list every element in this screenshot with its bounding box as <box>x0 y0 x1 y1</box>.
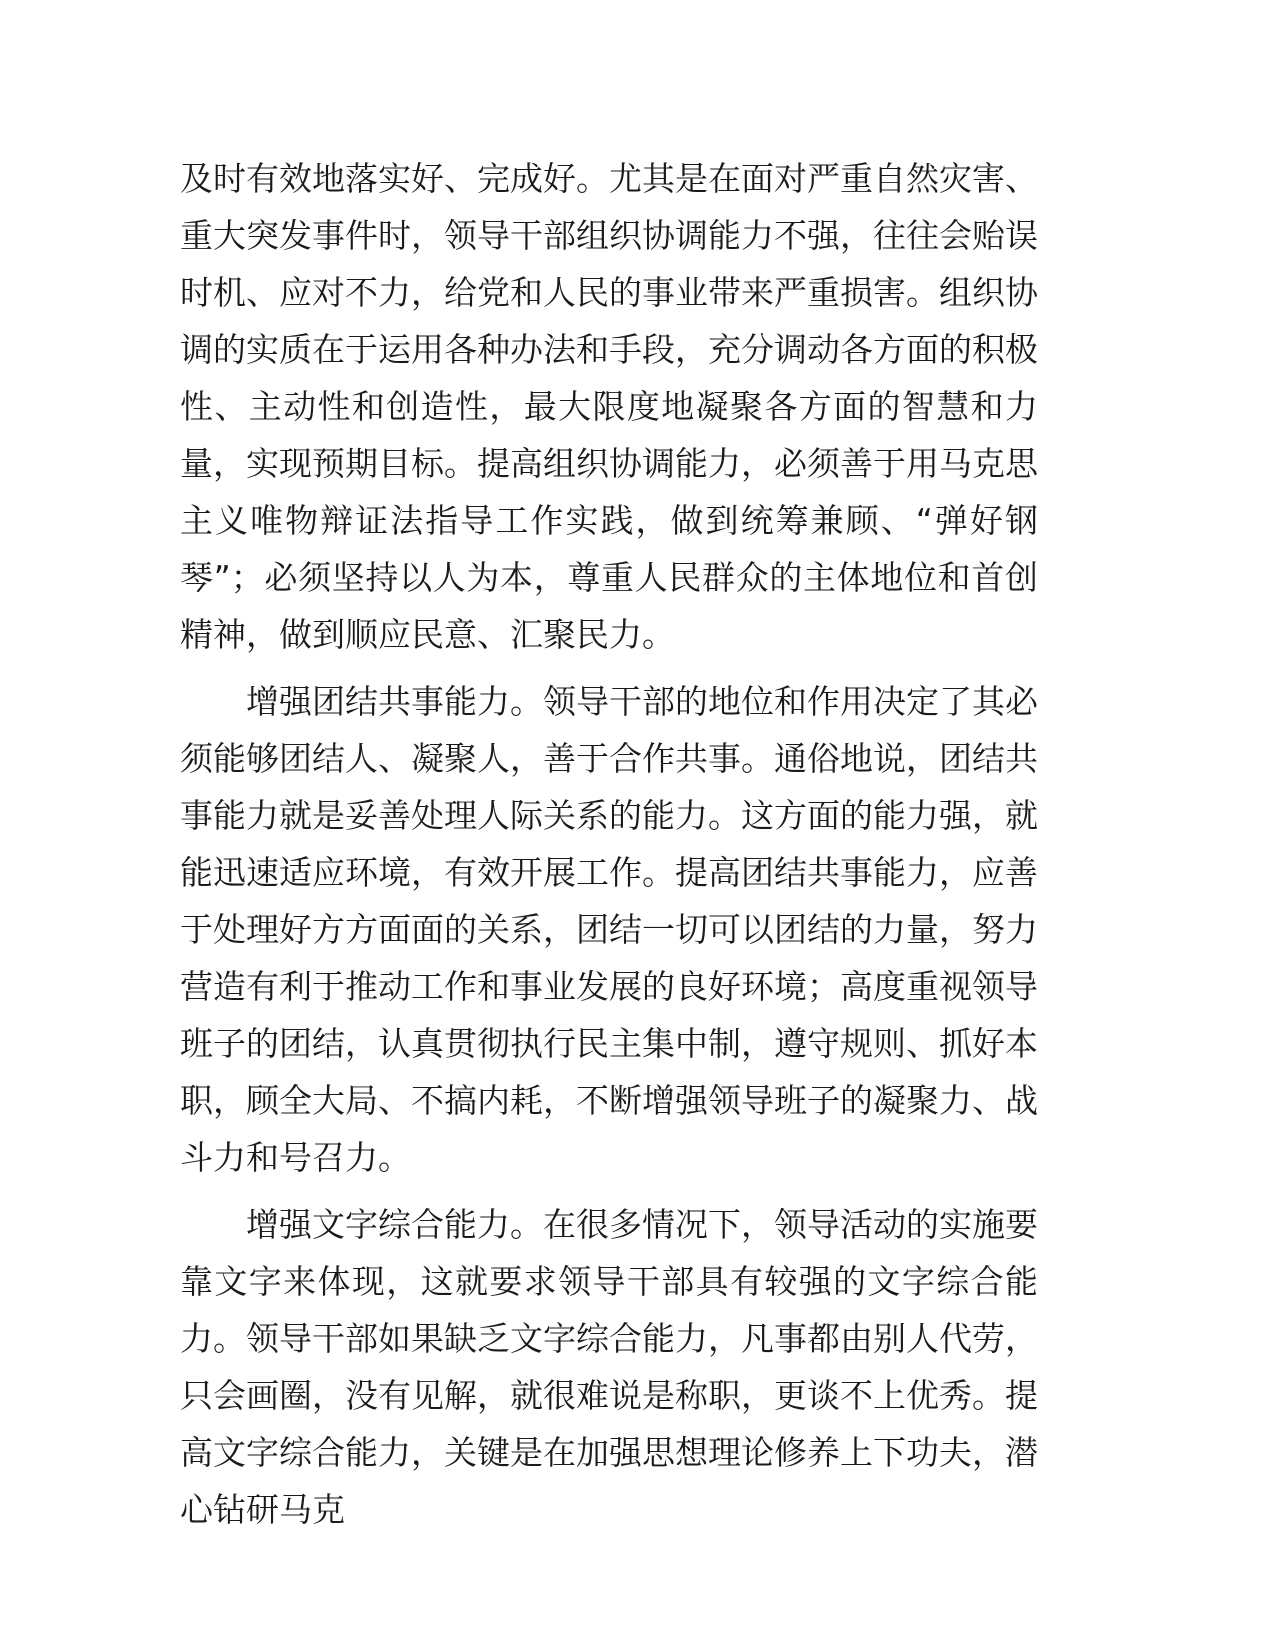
document-body <box>180 150 1038 1548</box>
paragraph-unity-cooperation: 增强团结共事能力。领导干部的地位和作用决定了其必须能够团结人、凝聚人，善于合作共事。通俗地说，团结共事能力就是妥善处理人际关系的能力。这方面的能力强，就能迅速适应环境，有效开展工作。提高团结共事能力，应善于处理好方方面面的关系，团结一切可以团结的力量，努力营造有利于推动工作和事业发展的良好环境；高度重视领导班子的团结，认真贯彻执行民主集中制，遵守规则、抓好本职，顾全大局、不搞内耗，不断增强领导班子的凝聚力、战斗力和号召力。 <box>180 682 1038 1177</box>
paragraph-writing-synthesis: 增强文字综合能力。在很多情况下，领导活动的实施要靠文字来体现，这就要求领导干部具有较强的文字综合能力。领导干部如果缺乏文字综合能力，凡事都由别人代劳，只会画圈，没有见解，就很难说是称职，更谈不上优秀。提高文字综合能力，关键是在加强思想理论修养上下功夫，潜心钻研马克 <box>180 1205 1038 1529</box>
paragraph-organization-coordination: 及时有效地落实好、完成好。尤其是在面对严重自然灾害、重大突发事件时，领导干部组织协调能力不强，往往会贻误时机、应对不力，给党和人民的事业带来严重损害。组织协调的实质在于运用各种办法和手段，充分调动各方面的积极性、主动性和创造性，最大限度地凝聚各方面的智慧和力量，实现预期目标。提高组织协调能力，必须善于用马克思主义唯物辩证法指导工作实践，做到统筹兼顾、“弹好钢琴”；必须坚持以人为本，尊重人民群众的主体地位和首创精神，做到顺应民意、汇聚民力。 <box>180 159 1038 654</box>
